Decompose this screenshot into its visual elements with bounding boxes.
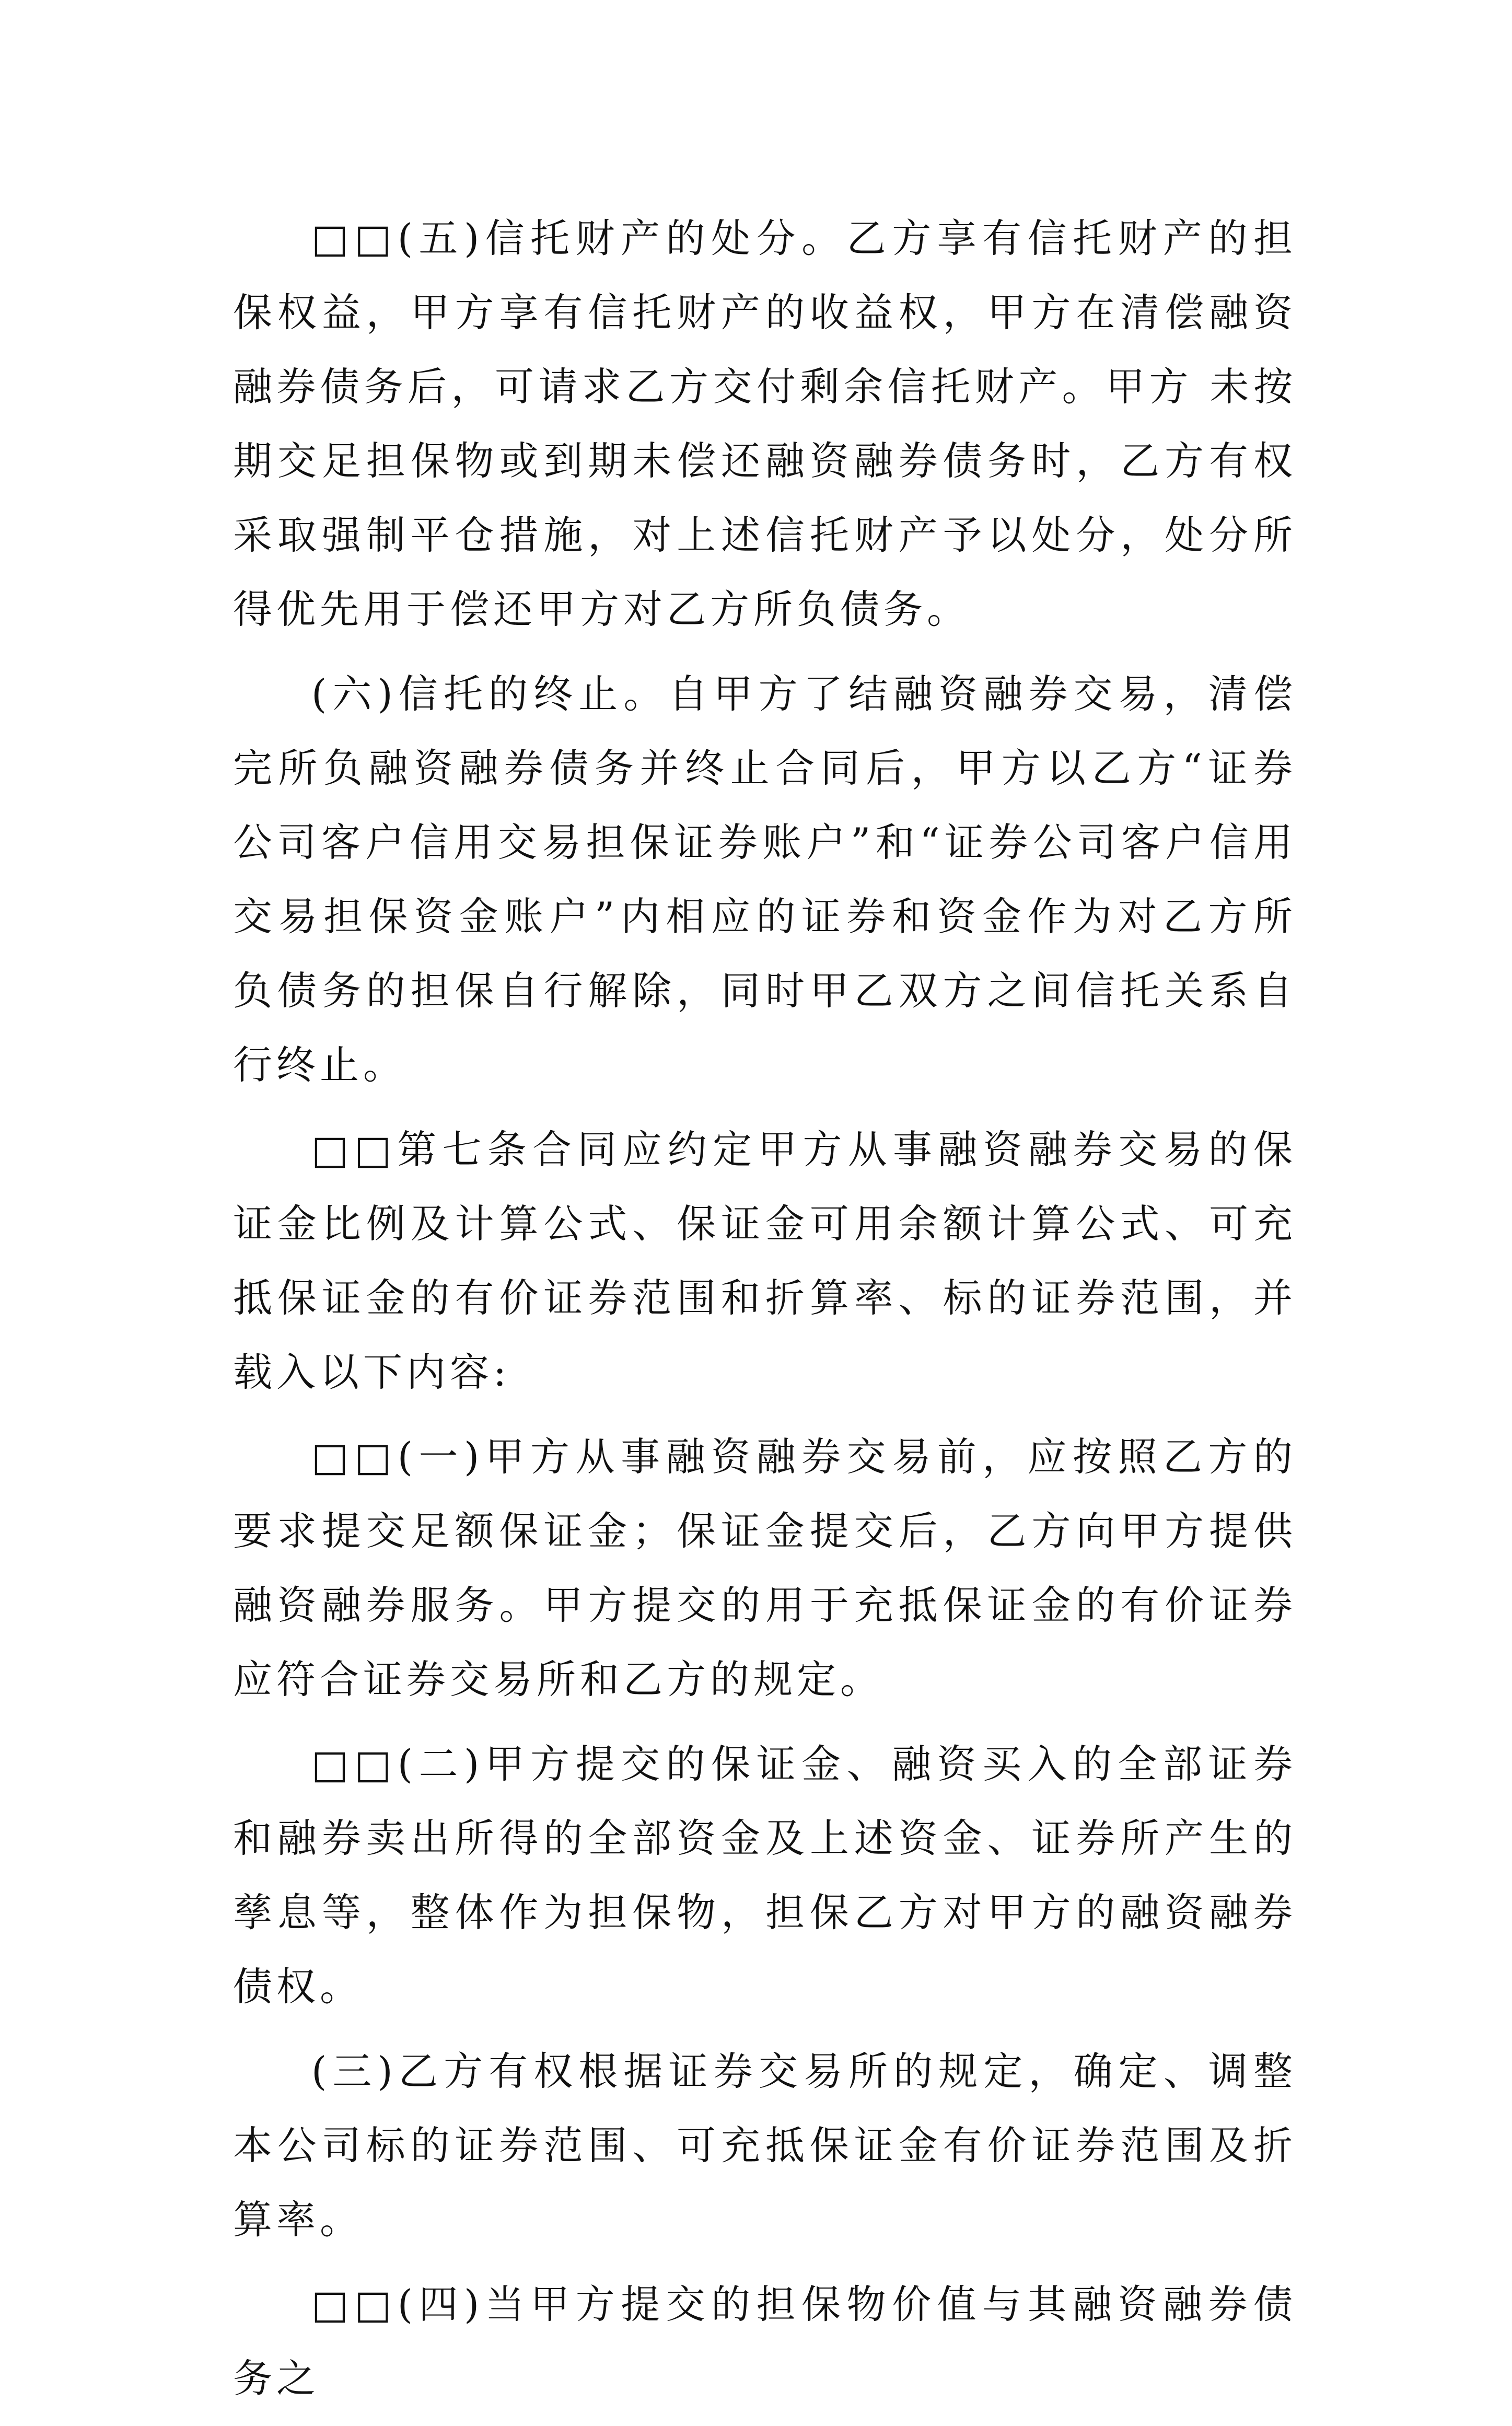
paragraph-item-three: (三)乙方有权根据证券交易所的规定，确定、调整本公司标的证券范围、可充抵保证金有价证券范围及折算率。	[233, 2048, 1297, 2243]
document-body	[233, 201, 1297, 2426]
paragraph-trust-termination: (六)信托的终止。自甲方了结融资融券交易，清偿完所负融资融券债务并终止合同后，甲方以乙方“证券公司客户信用交易担保证券账户”和“证券公司客户信用交易担保资金账户”内相应的证券和资金作为对乙方所负债务的担保自行解除，同时甲乙双方之间信托关系自行终止。	[233, 671, 1297, 1088]
paragraph-item-one: □□(一)甲方从事融资融券交易前，应按照乙方的要求提交足额保证金；保证金提交后，乙方向甲方提供融资融券服务。甲方提交的用于充抵保证金的有价证券应符合证券交易所和乙方的规定。	[233, 1434, 1297, 1702]
paragraph-article-seven: □□第七条合同应约定甲方从事融资融券交易的保证金比例及计算公式、保证金可用余额计算公式、可充抵保证金的有价证券范围和折算率、标的证券范围，并载入以下内容:	[233, 1127, 1297, 1395]
paragraph-item-two: □□(二)甲方提交的保证金、融资买入的全部证券和融券卖出所得的全部资金及上述资金、证券所产生的孳息等，整体作为担保物，担保乙方对甲方的融资融券债权。	[233, 1741, 1297, 2010]
paragraph-trust-disposal: □□(五)信托财产的处分。乙方享有信托财产的担保权益，甲方享有信托财产的收益权，甲方在清偿融资融券债务后，可请求乙方交付剩余信托财产。甲方 未按期交足担保物或到期未偿还融资融券债务时，乙方有权采取强制平仓措施，对上述信托财产予以处分，处分所得优先用于偿还甲方对乙方所负债务。	[233, 215, 1297, 632]
paragraph-item-four: □□(四)当甲方提交的担保物价值与其融资融券债务之	[233, 2281, 1297, 2401]
